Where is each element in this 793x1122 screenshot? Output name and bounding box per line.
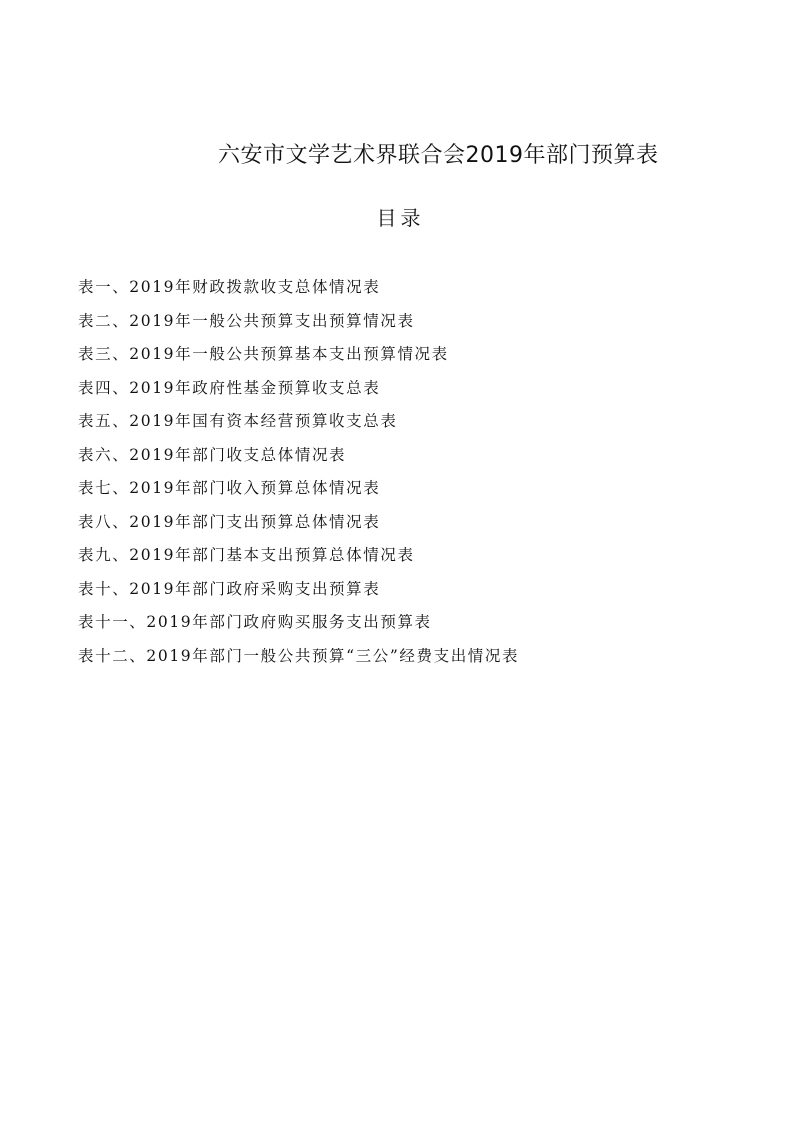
toc-item-table-4: 表四、2019年政府性基金预算收支总表 — [78, 378, 381, 397]
table-of-contents — [78, 271, 519, 673]
toc-item-table-7: 表七、2019年部门收入预算总体情况表 — [78, 479, 381, 497]
page-title: 六安市文学艺术界联合会2019年部门预算表 — [218, 143, 659, 168]
toc-heading: 目录 — [376, 206, 425, 230]
toc-item-table-5: 表五、2019年国有资本经营预算收支总表 — [78, 412, 398, 430]
toc-item-table-6: 表六、2019年部门收支总体情况表 — [78, 445, 347, 464]
toc-item-table-9: 表九、2019年部门基本支出预算总体情况表 — [78, 546, 415, 564]
toc-item-table-11: 表十一、2019年部门政府购买服务支出预算表 — [78, 613, 432, 631]
toc-item-table-12: 表十二、2019年部门一般公共预算“三公”经费支出情况表 — [78, 646, 520, 665]
toc-item-table-1: 表一、2019年财政拨款收支总体情况表 — [78, 278, 381, 296]
toc-item-table-8: 表八、2019年部门支出预算总体情况表 — [78, 512, 381, 531]
toc-item-table-3: 表三、2019年一般公共预算基本支出预算情况表 — [78, 345, 449, 363]
toc-item-table-2: 表二、2019年一般公共预算支出预算情况表 — [78, 311, 415, 330]
toc-item-table-10: 表十、2019年部门政府采购支出预算表 — [78, 579, 381, 598]
